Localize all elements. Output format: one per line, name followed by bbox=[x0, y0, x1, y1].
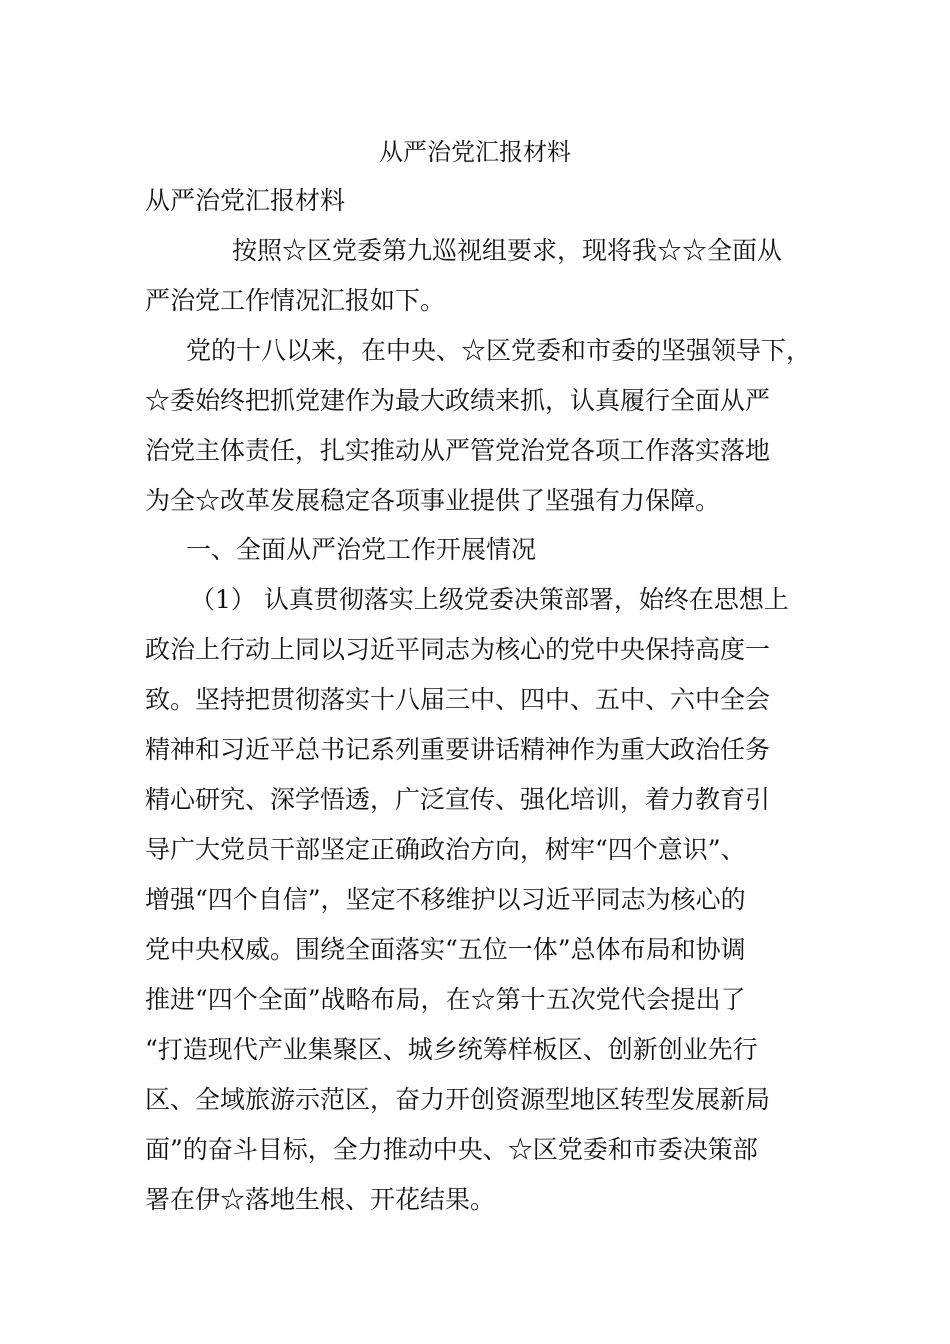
paragraph-line: 区、全域旅游示范区，奋力开创资源型地区转型发展新局 bbox=[145, 1085, 771, 1114]
document-title: 从严治党汇报材料 bbox=[379, 138, 571, 166]
document-subtitle: 从严治党汇报材料 bbox=[145, 186, 346, 215]
paragraph-line: 致。坚持把贯彻落实十八届三中、四中、五中、六中全会 bbox=[145, 685, 771, 714]
paragraph-line: ☆委始终把抓党建作为最大政绩来抓，认真履行全面从严 bbox=[145, 386, 771, 415]
paragraph-line: 为全☆改革发展稳定各项事业提供了坚强有力保障。 bbox=[145, 486, 721, 515]
paragraph-line: 署在伊☆落地生根、开花结果。 bbox=[145, 1185, 496, 1214]
paragraph-line: 党中央权威。围绕全面落实“五位一体”总体布局和协调 bbox=[145, 935, 746, 964]
paragraph-line: 导广大党员干部坚定正确政治方向，树牢“四个意识”、 bbox=[145, 835, 746, 864]
paragraph-line: 按照☆区党委第九巡视组要求，现将我☆☆全面从 bbox=[232, 236, 783, 265]
paragraph-line: 党的十八以来，在中央、☆区党委和市委的坚强领导下， bbox=[186, 336, 812, 365]
paragraph-line: 精心研究、深学悟透，广泛宣传、强化培训，着力教育引 bbox=[145, 785, 771, 814]
section-heading: 一、全面从严治党工作开展情况 bbox=[186, 535, 537, 564]
paragraph-line: “打造现代产业集聚区、城乡统筹样板区、创新创业先行 bbox=[145, 1035, 758, 1064]
paragraph-line: 治党主体责任，扎实推动从严管党治党各项工作落实落地 bbox=[145, 436, 771, 465]
paragraph-line: 严治党工作情况汇报如下。 bbox=[145, 286, 446, 315]
paragraph-line: 增强“四个自信”，坚定不移维护以习近平同志为核心的 bbox=[145, 885, 746, 914]
paragraph-line: （1） 认真贯彻落实上级党委决策部署，始终在思想上 bbox=[190, 585, 789, 614]
paragraph-line: 面”的奋斗目标，全力推动中央、☆区党委和市委决策部 bbox=[145, 1135, 758, 1164]
paragraph-line: 政治上行动上同以习近平同志为核心的党中央保持高度一 bbox=[145, 635, 771, 664]
paragraph-line: 推进“四个全面”战略布局，在☆第十五次党代会提出了 bbox=[145, 985, 746, 1014]
paragraph-line: 精神和习近平总书记系列重要讲话精神作为重大政治任务 bbox=[145, 735, 771, 764]
